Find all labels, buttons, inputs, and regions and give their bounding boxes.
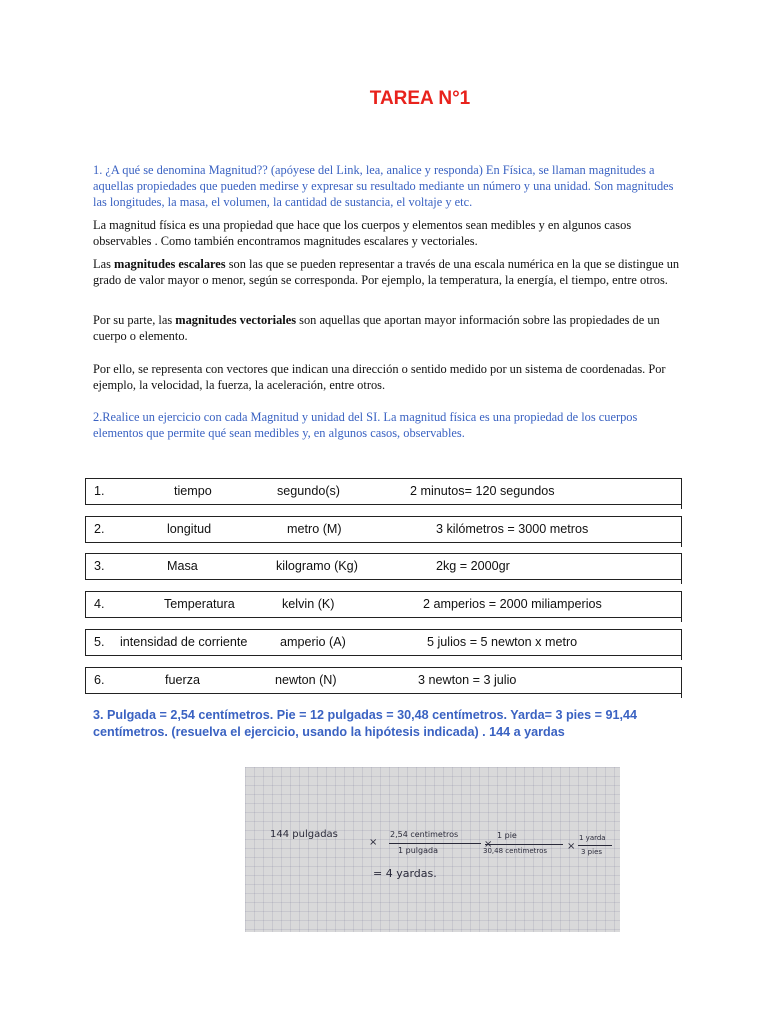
- row-magnitude: fuerza: [165, 673, 201, 687]
- row-unit: kelvin (K): [282, 597, 335, 611]
- row-unit: kilogramo (Kg): [276, 559, 358, 573]
- row-number: 1.: [94, 484, 105, 498]
- row-example: 2 amperios = 2000 miliamperios: [423, 597, 602, 611]
- hw-fraction1-num: 2,54 centimetros: [390, 830, 459, 839]
- question-3: 3. Pulgada = 2,54 centímetros. Pie = 12 pulgadas = 30,48 centímetros. Yarda= 3 pies = 91,44 centímetros. (resuelva el ejercicio, usando la hipótesis indicada) . 144 a yardas: [93, 708, 638, 739]
- question-1: 1. ¿A qué se denomina Magnitud?? (apóyese del Link, lea, analice y responda) En Física, se llaman magnitudes a aquellas propiedades que pueden medirse y expresar su resultado mediante un número y una unidad. Son magnitudes las longitudes, la masa, el volumen, la cantidad de sustancia, el voltaje y etc.: [93, 163, 674, 209]
- hw-fraction3-den: 3 pies: [581, 848, 603, 856]
- row-example: 5 julios = 5 newton x metro: [427, 635, 578, 649]
- table-row: [85, 667, 681, 694]
- hw-result: = 4 yardas.: [373, 867, 437, 880]
- hw-times: ×: [567, 841, 576, 852]
- row-unit: newton (N): [275, 673, 337, 687]
- row-number: 2.: [94, 522, 105, 536]
- table-row: [85, 516, 681, 543]
- table-row: [85, 591, 681, 618]
- paragraph-vectoriales: Por su parte, las magnitudes vectoriales son aquellas que aportan mayor información sobre las propiedades de un cuerpo o elemento.: [93, 313, 660, 343]
- row-number: 4.: [94, 597, 105, 611]
- table-row: [85, 478, 681, 505]
- row-magnitude: Temperatura: [164, 597, 235, 611]
- question-2: 2.Realice un ejercicio con cada Magnitud y unidad del SI. La magnitud física es una propiedad de los cuerpos elementos que permite qué sean medibles y, en algunos casos, observables.: [93, 410, 638, 440]
- row-example: 2kg = 2000gr: [436, 559, 510, 573]
- row-magnitude: tiempo: [174, 484, 212, 498]
- row-unit: segundo(s): [277, 484, 341, 498]
- table-row: [85, 629, 681, 656]
- hw-fraction1-den: 1 pulgada: [398, 846, 438, 855]
- term-escalares: magnitudes escalares: [114, 257, 226, 271]
- hw-fraction2-den: 30,48 centimetros: [483, 847, 548, 855]
- row-number: 3.: [94, 559, 105, 573]
- row-magnitude: intensidad de corriente: [120, 635, 248, 649]
- page-title: TAREA N°1: [369, 88, 471, 109]
- row-number: 6.: [94, 673, 105, 687]
- row-magnitude: longitud: [167, 522, 212, 536]
- row-unit: amperio (A): [280, 635, 346, 649]
- row-example: 2 minutos= 120 segundos: [410, 484, 555, 498]
- hw-times: ×: [484, 839, 493, 850]
- row-example: 3 newton = 3 julio: [418, 673, 517, 687]
- paragraph-escalares: Las magnitudes escalares son las que se pueden representar a través de una escala numérica en la que se distingue un grado de valor mayor o menor, según se corresponda. Por ejemplo, la temperatura, la energía, el tiempo, entre otros.: [93, 257, 680, 287]
- paragraph-magnitud-fisica: La magnitud física es una propiedad que hace que los cuerpos y elementos sean medibles y en algunos casos observables . Como también encontramos magnitudes escalares y vectoriales.: [93, 218, 632, 248]
- table-row: [85, 553, 681, 580]
- row-magnitude: Masa: [167, 559, 198, 573]
- row-number: 5.: [94, 635, 105, 649]
- hw-given: 144 pulgadas: [270, 829, 338, 840]
- term-vectoriales: magnitudes vectoriales: [175, 313, 297, 327]
- hw-times: ×: [369, 837, 378, 848]
- row-example: 3 kilómetros = 3000 metros: [436, 522, 589, 536]
- handwritten-solution-photo: [245, 767, 620, 932]
- paragraph-vectores: Por ello, se representa con vectores que indican una dirección o sentido medido por un sistema de coordenadas. Por ejemplo, la velocidad, la fuerza, la aceleración, entre otros.: [93, 362, 666, 392]
- hw-fraction2-num: 1 pie: [497, 831, 517, 840]
- hw-fraction3-num: 1 yarda: [579, 834, 606, 842]
- row-unit: metro (M): [287, 522, 342, 536]
